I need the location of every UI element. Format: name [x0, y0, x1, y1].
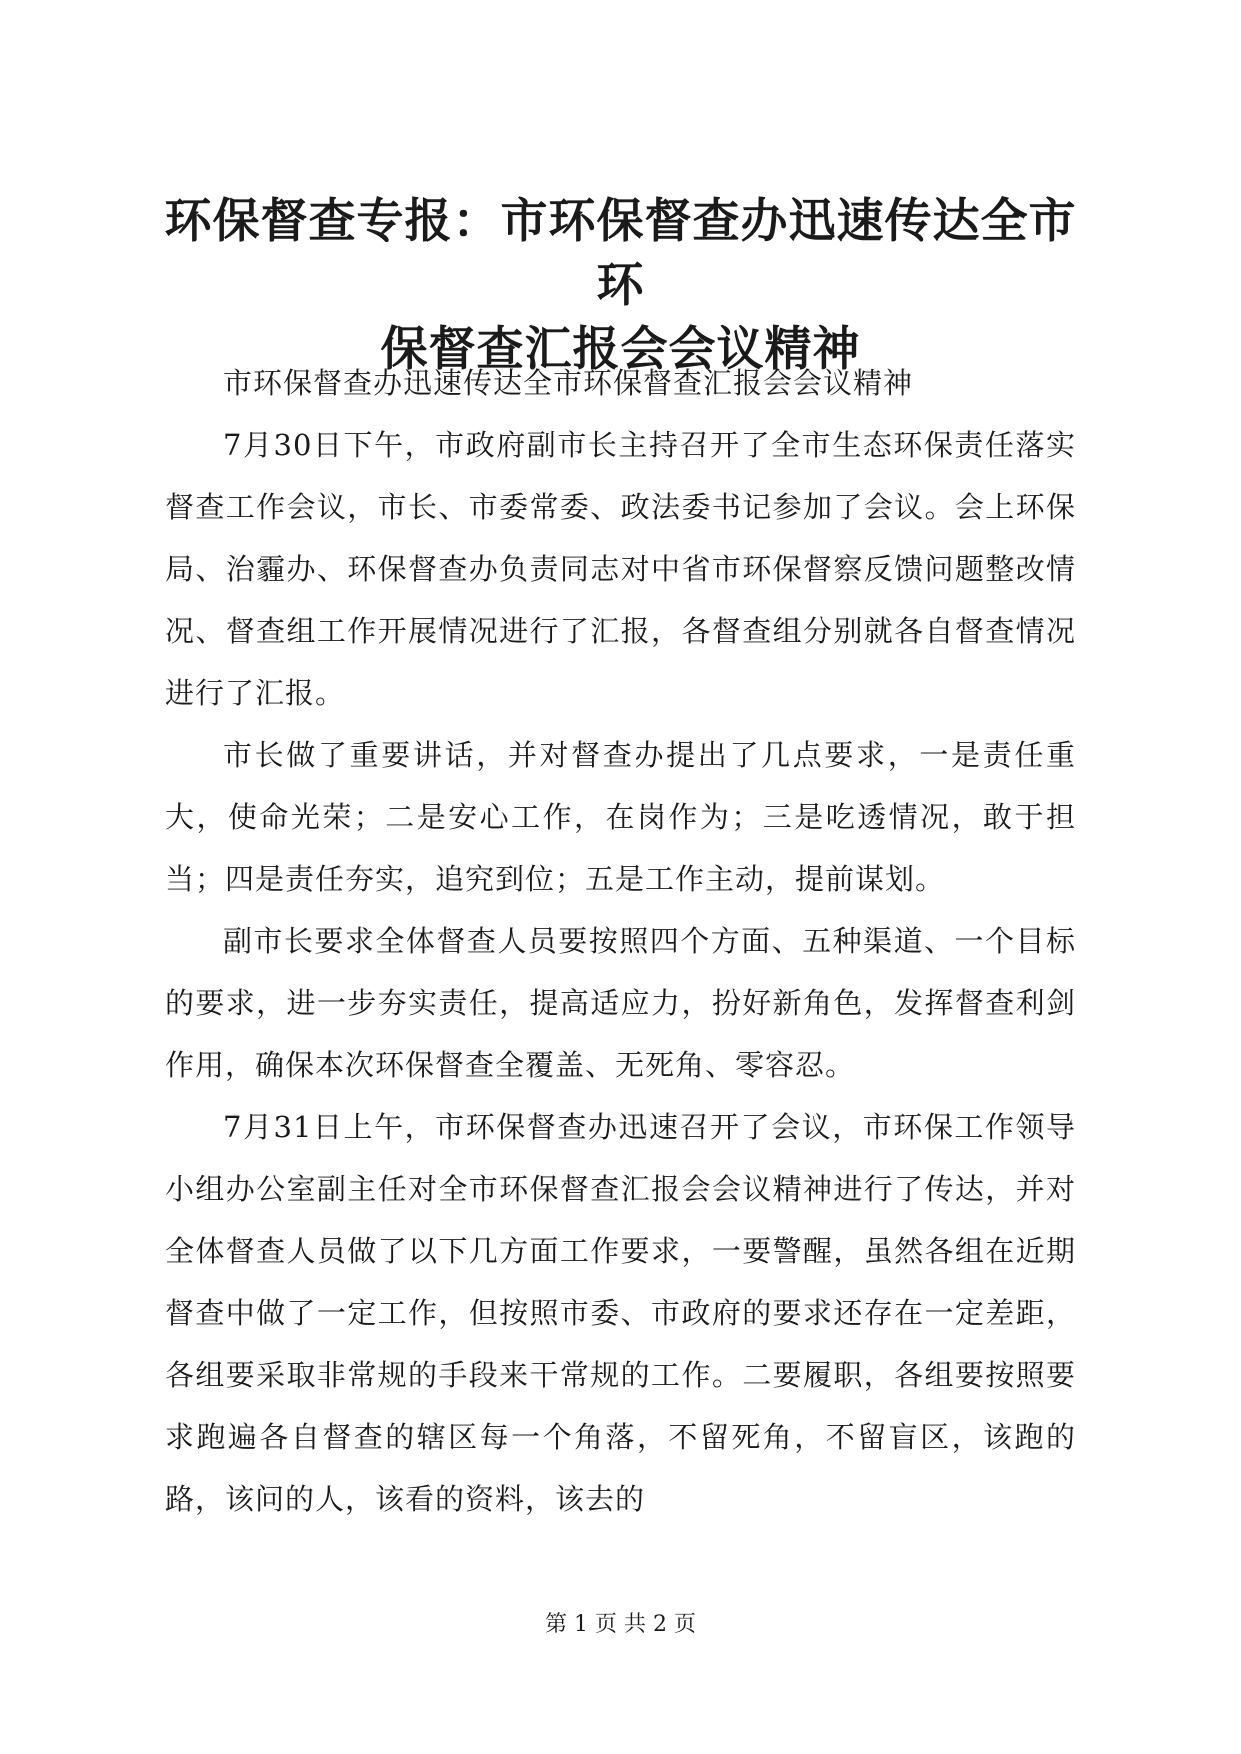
paragraph: 7月31日上午，市环保督查办迅速召开了会议，市环保工作领导小组办公室副主任对全市环保督查汇报会会议精神进行了传达，并对全体督查人员做了以下几方面工作要求，一要警醒，虽然各组在近期督查中做了一定工作，但按照市委、市政府的要求还存在一定差距，各组要采取非常规的手段来干常规的工作。二要履职，各组要按照要求跑遍各自督查的辖区每一个角落，不留死角，不留盲区，该跑的路，该问的人，该看的资料，该去的 — [165, 1110, 1076, 1516]
page-number-footer: 第 1 页 共 2 页 — [545, 1612, 696, 1637]
document-title: 环保督查专报：市环保督查办迅速传达全市环 保督查汇报会会议精神 — [164, 194, 1077, 377]
document-body — [165, 352, 1076, 1530]
paragraph: 副市长要求全体督查人员要按照四个方面、五种渠道、一个目标的要求，进一步夯实责任，提高适应力，扮好新角色，发挥督查利剑作用，确保本次环保督查全覆盖、无死角、零容忍。 — [165, 924, 1076, 1082]
document-subtitle: 市环保督查办迅速传达全市环保督查汇报会会议精神 — [223, 366, 914, 400]
paragraph: 市长做了重要讲话，并对督查办提出了几点要求，一是责任重大，使命光荣；二是安心工作，在岗作为；三是吃透情况，敢于担当；四是责任夯实，追究到位；五是工作主动，提前谋划。 — [165, 738, 1076, 896]
paragraph: 7月30日下午，市政府副市长主持召开了全市生态环保责任落实督查工作会议，市长、市委常委、政法委书记参加了会议。会上环保局、治霾办、环保督查办负责同志对中省市环保督察反馈问题整改情况、督查组工作开展情况进行了汇报，各督查组分别就各自督查情况进行了汇报。 — [165, 428, 1076, 710]
